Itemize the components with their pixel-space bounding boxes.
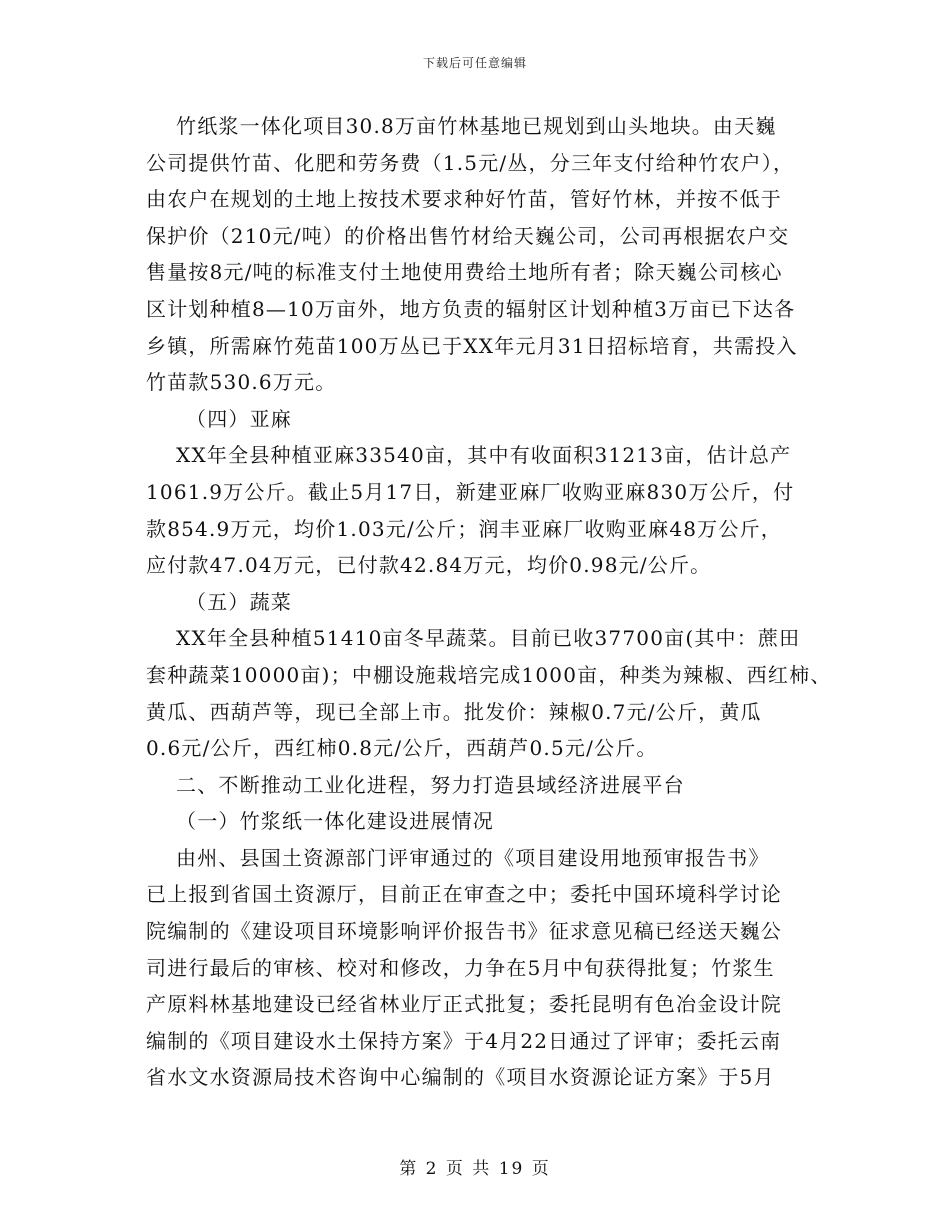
paragraph-line: 公司提供竹苗、化肥和劳务费（1.5元/丛，分三年支付给种竹农户）， bbox=[146, 150, 795, 175]
paragraph-line: 由农户在规划的土地上按技术要求种好竹苗，管好竹林，并按不低于 bbox=[146, 187, 782, 212]
section-heading-flax: （四）亚麻 bbox=[186, 406, 292, 431]
paragraph-line: 乡镇，所需麻竹苑苗100万丛已于XX年元月31日招标培育，共需投入 bbox=[146, 333, 798, 358]
paragraph-line: 应付款47.04万元，已付款42.84万元，均价0.98元/公斤。 bbox=[146, 553, 712, 578]
page-header: 下载后可任意编辑 bbox=[422, 56, 527, 70]
paragraph-line: XX年全县种植亚麻33540亩，其中有收面积31213亩，估计总产 bbox=[176, 443, 792, 468]
paragraph-line: 竹苗款530.6万元。 bbox=[146, 370, 337, 395]
paragraph-line: 区计划种植8—10万亩外，地方负责的辐射区计划种植3万亩已下达各 bbox=[146, 296, 796, 321]
paragraph-line: 院编制的《建设项目环境影响评价报告书》征求意见稿已经送天巍公 bbox=[146, 919, 782, 944]
paragraph-line: 售量按8元/吨的标准支付土地使用费给土地所有者；除天巍公司核心 bbox=[146, 260, 783, 285]
paragraph-line: 已上报到省国土资源厅，目前正在审查之中；委托中国环境科学讨论 bbox=[146, 882, 782, 907]
page-number-footer: 第 2 页 共 19 页 bbox=[399, 1159, 551, 1179]
paragraph-line: 司进行最后的审核、校对和修改，力争在5月中旬获得批复；竹浆生 bbox=[146, 955, 775, 980]
paragraph-line: 由州、县国土资源部门评审通过的《项目建设用地预审报告书》 bbox=[176, 845, 770, 870]
section-heading-industrialization: 二、不断推动工业化进程，努力打造县域经济进展平台 bbox=[176, 772, 685, 797]
paragraph-line: 竹纸浆一体化项目30.8万亩竹林基地已规划到山头地块。由天巍 bbox=[176, 114, 777, 138]
paragraph-line: 1061.9万公斤。截止5月17日，新建亚麻厂收购亚麻830万公斤，付 bbox=[146, 479, 795, 504]
paragraph-line: 款854.9万元，均价1.03元/公斤；润丰亚麻厂收购亚麻48万公斤， bbox=[146, 516, 782, 541]
paragraph-line: 产原料林基地建设已经省林业厅正式批复；委托昆明有色冶金设计院 bbox=[146, 992, 782, 1017]
paragraph-line: 编制的《项目建设水土保持方案》于4月22日通过了评审；委托云南 bbox=[146, 1028, 782, 1053]
paragraph-line: XX年全县种植51410亩冬早蔬菜。目前已收37700亩(其中：蔗田 bbox=[176, 626, 801, 651]
section-heading-vegetables: （五）蔬菜 bbox=[186, 589, 292, 614]
paragraph-line: 省水文水资源局技术咨询中心编制的《项目水资源论证方案》于5月 bbox=[146, 1065, 775, 1090]
subsection-heading-bamboo-pulp: （一）竹浆纸一体化建设进展情况 bbox=[176, 809, 494, 834]
paragraph-line: 0.6元/公斤，西红柿0.8元/公斤，西葫芦0.5元/公斤。 bbox=[146, 736, 658, 761]
paragraph-line: 黄瓜、西葫芦等，现已全部上市。批发价：辣椒0.7元/公斤，黄瓜 bbox=[146, 699, 762, 724]
paragraph-line: 套种蔬菜10000亩)；中棚设施栽培完成1000亩，种类为辣椒、西红柿、 bbox=[146, 662, 832, 687]
paragraph-line: 保护价（210元/吨）的价格出售竹材给天巍公司，公司再根据农户交 bbox=[146, 223, 790, 248]
document-body bbox=[146, 108, 832, 1096]
